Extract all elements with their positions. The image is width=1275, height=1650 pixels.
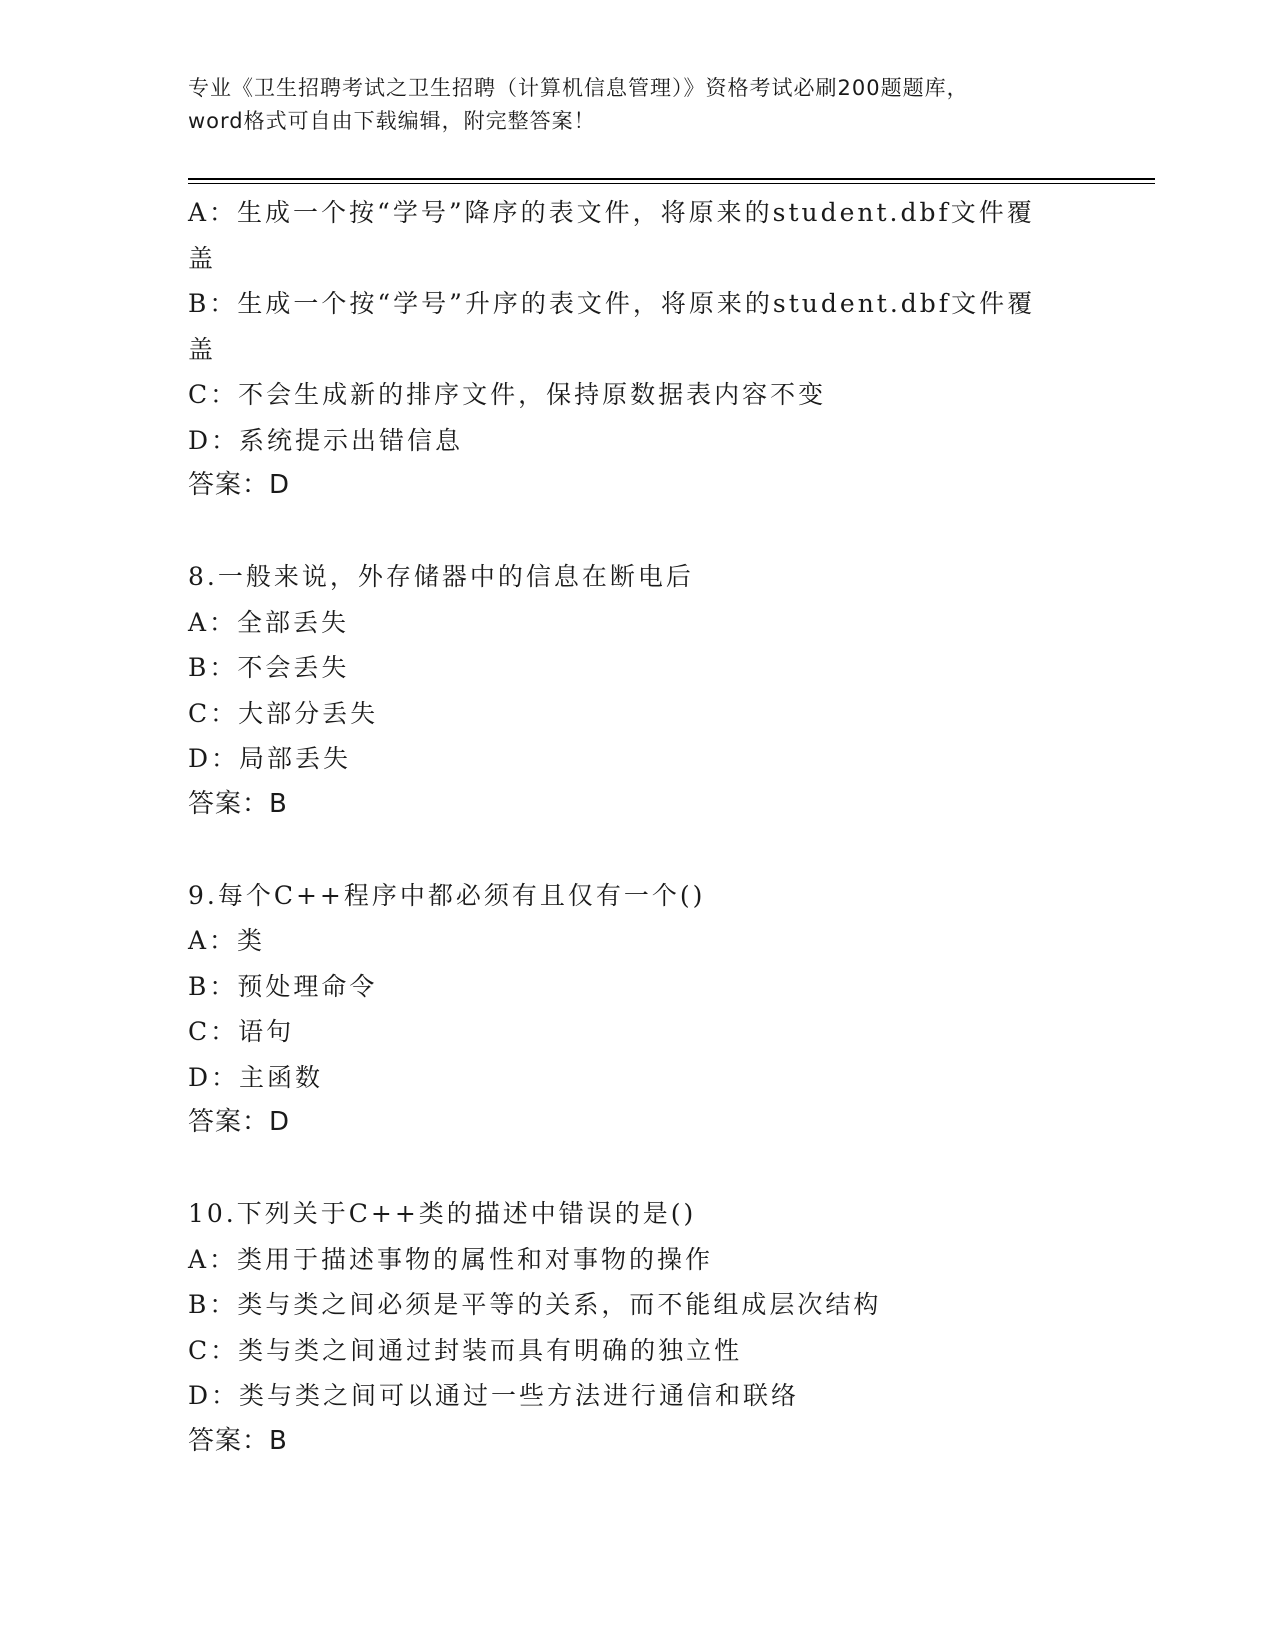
question-9 xyxy=(188,873,1088,1146)
option-a: A：类用于描述事物的属性和对事物的操作 xyxy=(188,1244,714,1274)
question-text: 10.下列关于C++类的描述中错误的是() xyxy=(188,1199,697,1228)
spacer xyxy=(188,827,1088,873)
option-a-line-2: 盖 xyxy=(188,243,217,273)
spacer xyxy=(188,1146,1088,1192)
question-list xyxy=(188,190,1088,1464)
option-c: C：类与类之间通过封装而具有明确的独立性 xyxy=(188,1335,743,1365)
header-line-1: 专业《卫生招聘考试之卫生招聘（计算机信息管理）》资格考试必刷200题题库， xyxy=(188,76,969,100)
option-d: D：系统提示出错信息 xyxy=(188,425,464,455)
question-text: 9.每个C++程序中都必须有且仅有一个() xyxy=(188,880,706,910)
option-d: D：类与类之间可以通过一些方法进行通信和联络 xyxy=(188,1381,800,1410)
question-7 xyxy=(188,190,1088,509)
answer: 答案：D xyxy=(188,470,291,500)
option-b-line-1: B：生成一个按“学号”升序的表文件，将原来的student.dbf文件覆 xyxy=(188,289,1036,318)
spacer xyxy=(188,509,1088,555)
question-10 xyxy=(188,1191,1088,1464)
option-a: A：类 xyxy=(188,926,266,955)
answer: 答案：B xyxy=(188,788,288,819)
option-b: B：类与类之间必须是平等的关系，而不能组成层次结构 xyxy=(188,1290,882,1319)
answer: 答案：B xyxy=(188,1425,288,1456)
header-rule-thin xyxy=(188,183,1155,184)
option-a: A：全部丢失 xyxy=(188,607,350,637)
option-c: C：语句 xyxy=(188,1017,295,1046)
header-rule-thick xyxy=(188,178,1155,180)
header-line-2: word格式可自由下载编辑，附完整答案！ xyxy=(188,109,596,133)
question-8 xyxy=(188,554,1088,827)
option-d: D：主函数 xyxy=(188,1062,324,1092)
option-d: D：局部丢失 xyxy=(188,744,352,773)
option-c: C：大部分丢失 xyxy=(188,698,379,728)
option-b: B：预处理命令 xyxy=(188,971,378,1001)
question-text: 8.一般来说，外存储器中的信息在断电后 xyxy=(188,562,694,591)
option-b: B：不会丢失 xyxy=(188,653,350,682)
option-b-line-2: 盖 xyxy=(188,334,217,364)
option-c: C：不会生成新的排序文件，保持原数据表内容不变 xyxy=(188,380,827,409)
answer: 答案：D xyxy=(188,1107,291,1137)
document-header xyxy=(188,72,1088,138)
option-a-line-1: A：生成一个按“学号”降序的表文件，将原来的student.dbf文件覆 xyxy=(188,198,1035,227)
